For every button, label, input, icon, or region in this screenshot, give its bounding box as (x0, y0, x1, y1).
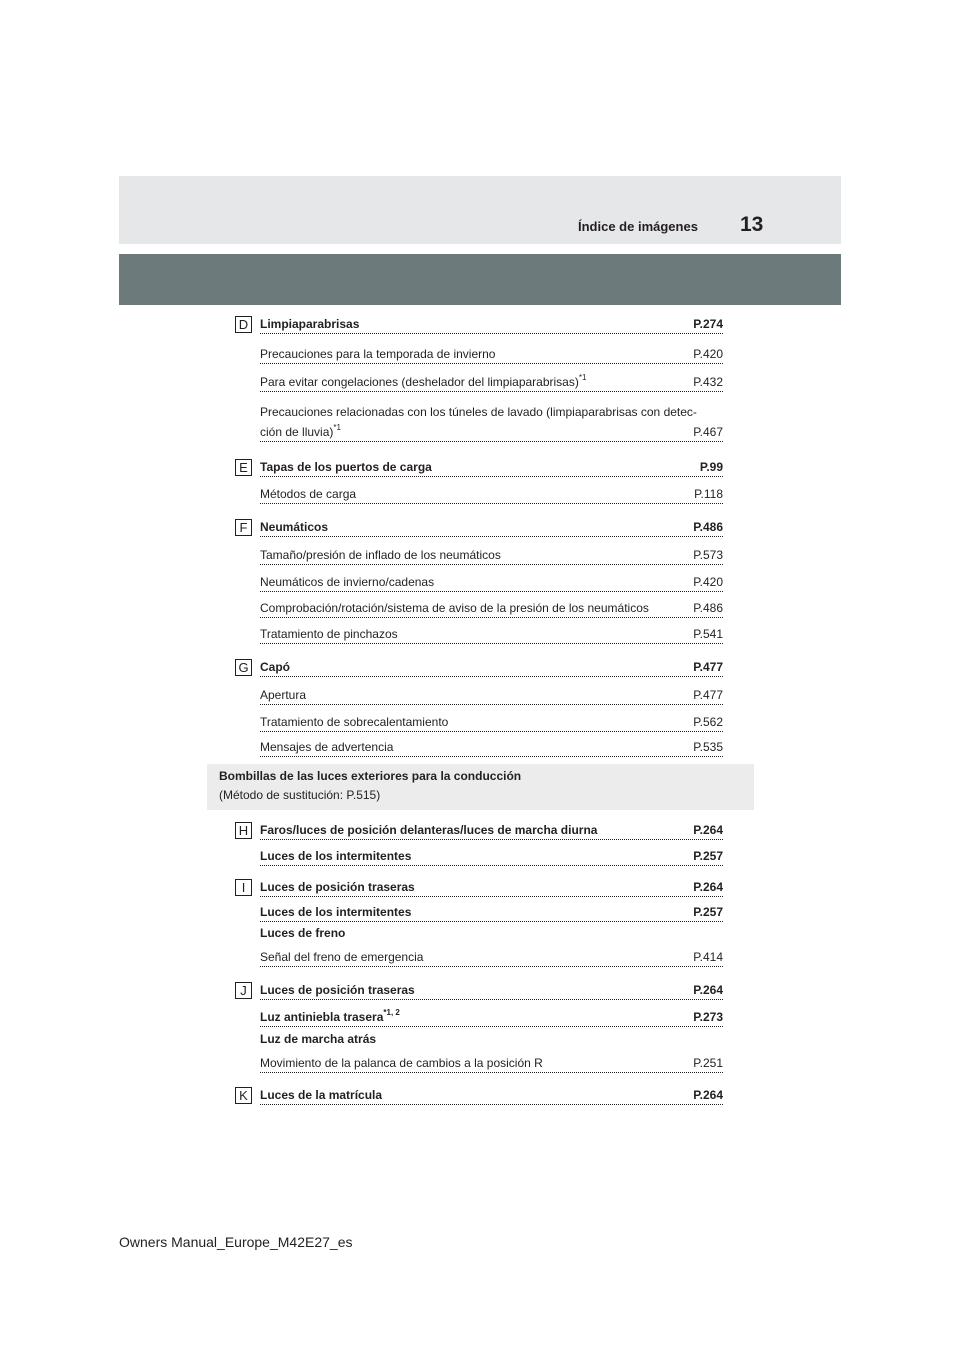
leader-dots (260, 730, 723, 732)
index-entry[interactable] (260, 823, 723, 843)
index-entry[interactable] (260, 601, 723, 621)
index-entry-page: P.486 (693, 520, 723, 534)
index-entry[interactable] (260, 487, 723, 507)
section-letter-k: K (235, 1087, 252, 1104)
index-entry-label: Faros/luces de posición delanteras/luces de marcha diurna (260, 823, 598, 837)
index-entry[interactable] (260, 375, 723, 395)
index-entry[interactable] (260, 1010, 723, 1030)
section-letter-h: H (235, 822, 252, 839)
leader-dots (260, 563, 723, 565)
leader-dots (260, 838, 723, 840)
index-entry-label: Luces de posición traseras (260, 983, 415, 997)
index-entry-label: Precauciones para la temporada de invierno (260, 347, 496, 361)
index-entry-page: P.264 (693, 823, 723, 837)
index-entry-page: P.541 (693, 627, 723, 641)
section-letter-i: I (235, 879, 252, 896)
index-entry-page: P.257 (693, 905, 723, 919)
section-banner (119, 254, 841, 305)
footnote-marker: *1 (578, 373, 587, 382)
leader-dots (260, 864, 723, 866)
index-entry-label: Luces de los intermitentes (260, 905, 412, 919)
index-entry-label: Métodos de carga (260, 487, 357, 501)
bulbs-note-box (207, 764, 754, 810)
leader-dots (260, 1025, 723, 1027)
footer-doc-id: Owners Manual_Europe_M42E27_es (119, 1234, 353, 1250)
index-entry-page: P.99 (699, 460, 723, 474)
index-entry-label: Tratamiento de sobrecalentamiento (260, 715, 449, 729)
index-entry[interactable] (260, 880, 723, 900)
leader-dots (260, 502, 723, 504)
index-entry-label: Apertura (260, 688, 307, 702)
bulbs-note-title: Bombillas de las luces exteriores para la conducción (219, 769, 522, 783)
index-entry-page: P.420 (693, 347, 723, 361)
index-entry[interactable] (260, 460, 723, 480)
section-title: Índice de imágenes (578, 219, 698, 234)
index-entry-page: P.414 (693, 950, 723, 964)
leader-dots (260, 998, 723, 1000)
index-entry-label: Luz de marcha atrás (260, 1032, 377, 1046)
index-entry[interactable] (260, 405, 723, 425)
leader-dots (260, 965, 723, 967)
section-letter-e: E (235, 459, 252, 476)
section-letter-d: D (235, 316, 252, 333)
leader-dots (260, 590, 723, 592)
leader-dots (260, 1071, 723, 1073)
index-entry-label: Limpiaparabrisas (260, 317, 360, 331)
index-entry-label: Tratamiento de pinchazos (260, 627, 398, 641)
index-entry-label: Neumáticos (260, 520, 329, 534)
index-entry-label: Precauciones relacionadas con los túneles de lavado (limpiaparabrisas con detec- (260, 405, 697, 419)
footnote-marker: *1 (333, 423, 341, 432)
index-entry[interactable] (260, 983, 723, 1003)
index-entry[interactable] (260, 740, 723, 760)
footnote-marker: *1, 2 (383, 1008, 400, 1017)
index-entry[interactable] (260, 660, 723, 680)
index-entry-page: P.273 (693, 1010, 723, 1024)
index-entry-page: P.420 (693, 575, 723, 589)
index-entry-page: P.562 (693, 715, 723, 729)
section-letter-f: F (235, 519, 252, 536)
index-entry[interactable] (260, 1032, 723, 1052)
bulbs-note-subtitle: (Método de sustitución: P.515) (219, 788, 381, 802)
index-entry[interactable] (260, 575, 723, 595)
index-entry-page: P.477 (693, 660, 723, 674)
leader-dots (260, 535, 723, 537)
index-entry-page: P.486 (693, 601, 723, 615)
index-entry-page: P.264 (693, 983, 723, 997)
index-entry[interactable] (260, 548, 723, 568)
index-entry-label: Señal del freno de emergencia (260, 950, 424, 964)
leader-dots (260, 895, 723, 897)
index-entry-page: P.274 (693, 317, 723, 331)
index-entry-page: P.432 (693, 375, 723, 389)
index-entry-page: P.535 (693, 740, 723, 754)
leader-dots (260, 675, 723, 677)
index-entry-label: Luces de la matrícula (260, 1088, 383, 1102)
index-entry-page: P.264 (693, 880, 723, 894)
index-entry-page: P.118 (694, 487, 723, 501)
header-band (119, 176, 841, 244)
leader-dots (260, 362, 723, 364)
index-entry[interactable] (260, 627, 723, 647)
index-entry[interactable] (260, 1088, 723, 1108)
index-entry-label: Luces de freno (260, 926, 346, 940)
leader-dots (260, 390, 723, 392)
section-letter-j: J (235, 982, 252, 999)
index-entry[interactable] (260, 715, 723, 735)
index-entry[interactable] (260, 905, 723, 925)
leader-dots (260, 332, 723, 334)
page-number: 13 (740, 213, 764, 236)
leader-dots (260, 703, 723, 705)
index-entry[interactable] (260, 317, 723, 337)
index-entry-label: Luces de posición traseras (260, 880, 415, 894)
index-entry-label: Luces de los intermitentes (260, 849, 412, 863)
index-entry-label: Luz antiniebla trasera$^{*1, 2}$ (260, 1008, 400, 1024)
index-entry[interactable] (260, 688, 723, 708)
index-entry-label: Tamaño/presión de inflado de los neumáticos (260, 548, 501, 562)
index-entry-label: Tapas de los puertos de carga (260, 460, 432, 474)
index-entry[interactable] (260, 347, 723, 367)
index-entry-label: Neumáticos de invierno/cadenas (260, 575, 435, 589)
index-entry-page: P.467 (693, 425, 723, 439)
index-entry-page: P.257 (693, 849, 723, 863)
index-entry[interactable] (260, 849, 723, 869)
section-letter-g: G (235, 659, 252, 676)
index-entry-label: Comprobación/rotación/sistema de aviso de la presión de los neumáticos (260, 601, 649, 615)
index-entry[interactable] (260, 950, 723, 970)
index-entry-label: Para evitar congelaciones (deshelador del limpiaparabrisas)$^{*1}$ (260, 373, 587, 389)
leader-dots (260, 920, 723, 922)
leader-dots (260, 1103, 723, 1105)
index-entry-label: Movimiento de la palanca de cambios a la posición R (260, 1056, 543, 1070)
index-entry-page: P.264 (693, 1088, 723, 1102)
index-entry-label: Capó (260, 660, 290, 674)
index-entry-page: P.573 (693, 548, 723, 562)
leader-dots (260, 475, 723, 477)
index-entry[interactable] (260, 926, 723, 946)
index-entry[interactable] (260, 1056, 723, 1076)
leader-dots (260, 642, 723, 644)
index-entry-label: ción de lluvia)$^{*1}$ (260, 423, 341, 439)
index-entry[interactable] (260, 425, 723, 445)
index-entry-page: P.477 (693, 688, 723, 702)
index-entry-page: P.251 (693, 1056, 723, 1070)
leader-dots (260, 440, 723, 442)
index-entry[interactable] (260, 520, 723, 540)
leader-dots (260, 616, 723, 618)
index-entry-label: Mensajes de advertencia (260, 740, 394, 754)
leader-dots (260, 755, 723, 757)
